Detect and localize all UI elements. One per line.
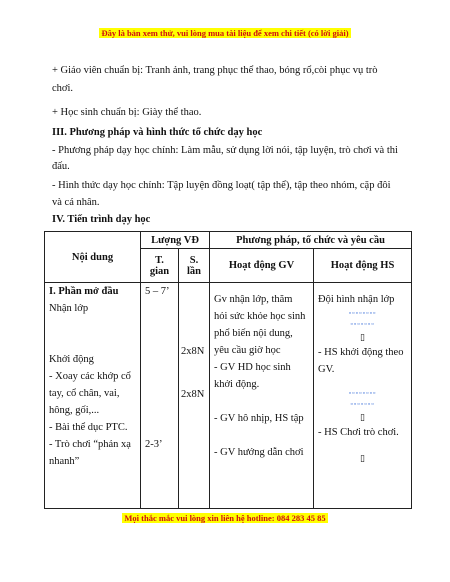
formation-row: ▫▫▫▫▫▫▫ [350,400,375,408]
gv-line: hỏi sức khỏe học sinh [214,311,306,322]
content-line: Khởi động [49,354,94,365]
formation-row: ▫▫▫▫▫▫▫▫ [348,309,377,317]
hs-line: GV. [318,364,335,375]
time-cell [141,283,179,509]
preview-banner [0,28,450,38]
header-s-lan-line1: S. [189,254,199,266]
teacher-mark-icon: ▯ [360,453,365,463]
header-t-gian-line2: gian [149,265,170,277]
teacher-mark-icon: ▯ [360,412,365,422]
header-t-gian [141,249,179,283]
header-s-lan-line2: lần [186,265,201,277]
content-line: - Xoay các khớp cổ [49,371,131,382]
gv-line: khởi động. [214,379,260,390]
paragraph: - Phương pháp dạy học chính: Làm mẫu, sử dụng lời nói, tập luyện, trò chơi và thi [52,145,398,156]
content-line: tay, cổ chân, vai, [49,388,120,399]
hs-line: Đội hình nhận lớp [318,294,395,305]
header-hd-gv: Hoạt động GV [210,249,314,283]
paragraph: và cá nhân. [52,197,100,208]
content-cell [45,283,141,509]
paragraph: chơi. [52,83,74,94]
header-s-lan [179,249,210,283]
gv-line: Gv nhận lớp, thăm [214,294,293,305]
paragraph: + Học sinh chuẩn bị: Giày thể thao. [52,107,202,118]
gv-line: - GV hướng dẫn chơi [214,447,304,458]
formation-row: ▫▫▫▫▫▫▫ [350,320,375,328]
time-value: 5 – 7’ [145,286,170,297]
header-t-gian-line1: T. [155,254,164,266]
reps-cell [179,283,210,509]
lesson-table [44,231,412,509]
paragraph: đấu. [52,161,70,172]
gv-line [214,427,309,444]
header-noi-dung: Nội dung [45,232,141,283]
gv-line: - GV hô nhịp, HS tập [214,413,304,424]
content-line: Nhận lớp [49,303,89,314]
hs-line: - HS khởi động theo [318,347,404,358]
gv-line: - GV HD học sinh [214,362,291,373]
content-line [49,334,136,351]
section-heading: IV. Tiến trình dạy học [52,214,151,225]
content-line: - Trò chơi “phản xạ [49,439,131,450]
content-line: I. Phần mở đầu [49,286,119,297]
gv-line: phổ biến nội dung, [214,328,293,339]
content-line: hông, gối,... [49,405,100,416]
content-line: - Bài thể dục PTC. [49,422,128,433]
reps-value: 2x8N [181,346,205,357]
teacher-mark-icon: ▯ [360,332,365,342]
paragraph: - Hình thức dạy học chính: Tập luyện đồng loạt( tập thể), tập theo nhóm, cặp đôi [52,180,391,191]
hotline-banner-text: Mọi thắc mắc vui lòng xin liên hệ hotline: 084 283 45 85 [124,513,326,523]
content-line: nhanh” [49,456,80,467]
paragraph: + Giáo viên chuẩn bị: Tranh ảnh, trang phục thể thao, bóng rổ,còi phục vụ trò [52,65,378,76]
reps-value: 2x8N [181,389,205,400]
hs-activity-cell [314,283,412,509]
formation-row: ▫▫▫▫▫▫▫▫ [348,389,377,397]
preview-banner-text: Đây là bản xem thử, vui lòng mua tài liệu để xem chi tiết (có lời giải) [101,28,349,38]
hs-line: - HS Chơi trò chơi. [318,427,399,438]
gv-line [214,393,309,410]
time-value: 2-3’ [145,439,163,450]
header-luong-vd: Lượng VĐ [141,232,210,249]
gv-line: yêu cầu giờ học [214,345,281,356]
header-phuong-phap: Phương pháp, tổ chức và yêu cầu [210,232,412,249]
section-heading: III. Phương pháp và hình thức tổ chức dạy học [52,127,263,138]
content-line [49,317,136,334]
hotline-banner [0,513,450,523]
gv-activity-cell [210,283,314,509]
header-hd-hs: Hoạt động HS [314,249,412,283]
